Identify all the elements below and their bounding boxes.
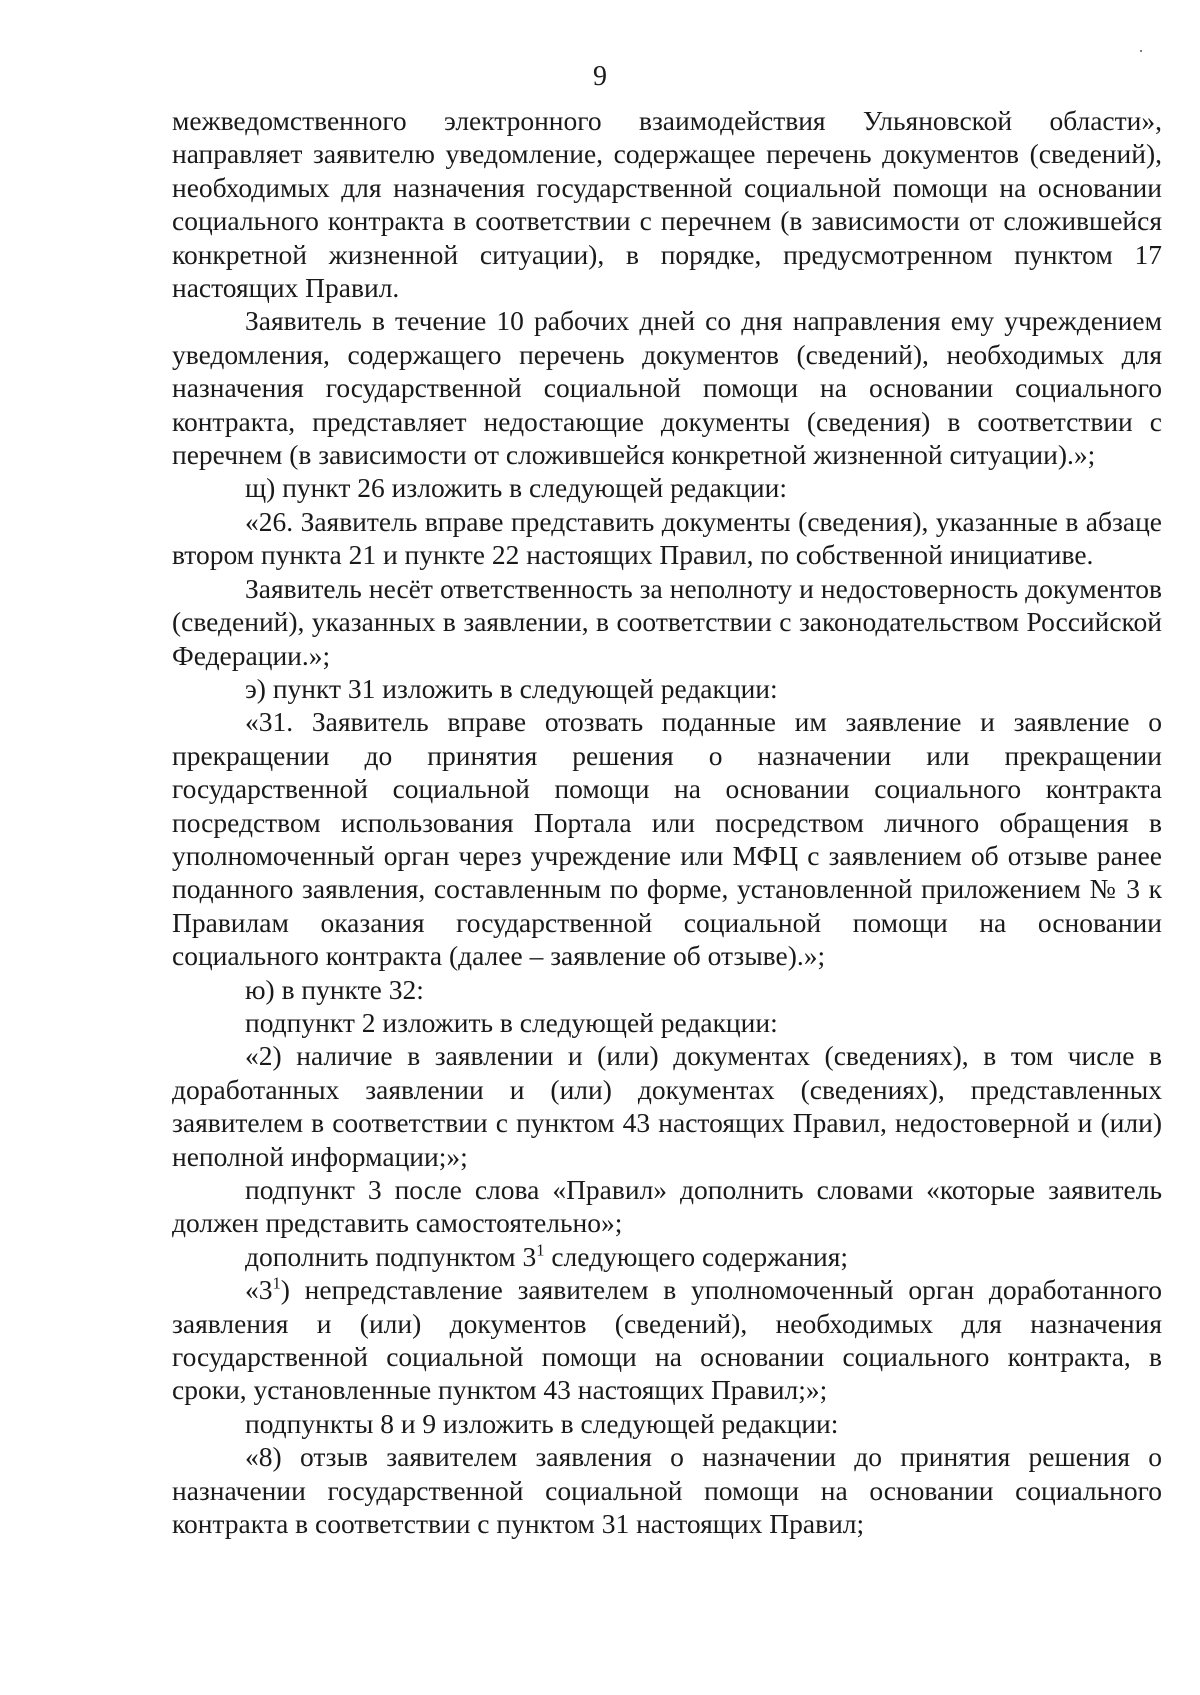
text-fragment: дополнить подпунктом 3 (245, 1240, 537, 1272)
paragraph: «2) наличие в заявлении и (или) документах (сведениях), в том числе в доработанных заявлении и (или) документах (сведениях), представленных заявителем в соответствии с пунктом 43 настоящих Правил, недостоверной и (или) неполной информации;»; (172, 1040, 1162, 1172)
paragraph (172, 1273, 1162, 1407)
paragraph: э) пункт 31 изложить в следующей редакции: (245, 672, 778, 704)
paragraph: «26. Заявитель вправе представить документы (сведения), указанные в абзаце втором пункта 21 и пункте 22 настоящих Правил, по собственной инициативе. (172, 505, 1162, 571)
text-fragment: ) непредставление заявителем в уполномоченный орган доработанного заявления и (или) документов (сведений), необходимых для назначения государственной социальной помощи на основании социального контракта, в сроки, установленные пунктом 43 настоящих Правил;»; (172, 1274, 1162, 1406)
paragraph: подпункт 2 изложить в следующей редакции: (245, 1006, 778, 1038)
paragraph (172, 1240, 1162, 1273)
paragraph: ю) в пункте 32: (245, 973, 424, 1005)
document-body (172, 104, 1162, 1540)
paragraph: межведомственного электронного взаимодействия Ульяновской области», направляет заявителю уведомление, содержащее перечень документов (сведений), необходимых для назначения государственной социальной помощи на основании социального контракта в соответствии с перечнем (в зависимости от сложившейся конкретной жизненной ситуации), в порядке, предусмотренном пунктом 17 настоящих Правил. (172, 105, 1162, 304)
paragraph: «8) отзыв заявителем заявления о назначении до принятия решения о назначении государственной социальной помощи на основании социального контракта в соответствии с пунктом 31 настоящих Правил; (172, 1441, 1162, 1540)
text-fragment: «3 (245, 1274, 273, 1306)
paragraph: подпункты 8 и 9 изложить в следующей редакции: (245, 1407, 839, 1439)
page-number: 9 (593, 61, 607, 92)
paragraph: щ) пункт 26 изложить в следующей редакции: (245, 472, 788, 504)
scan-speck (1140, 50, 1142, 52)
paragraph: «31. Заявитель вправе отозвать поданные им заявление и заявление о прекращении до принятия решения о назначении или прекращении государственной социальной помощи на основании социального контракта посредством использования Портала или посредством личного обращения в уполномоченный орган через учреждение или МФЦ с заявлением об отзыве ранее поданного заявления, составленным по форме, установленной приложением № 3 к Правилам оказания государственной социальной помощи на основании социального контракта (далее – заявление об отзыве).»; (172, 706, 1162, 972)
paragraph: Заявитель в течение 10 рабочих дней со дня направления ему учреждением уведомления, содержащего перечень документов (сведений), необходимых для назначения государственной социальной помощи на основании социального контракта, представляет недостающие документы (сведения) в соответствии с перечнем (в зависимости от сложившейся конкретной жизненной ситуации).»; (172, 305, 1162, 471)
superscript: 1 (536, 1240, 545, 1260)
paragraph: подпункт 3 после слова «Правил» дополнить словами «которые заявитель должен представить самостоятельно»; (172, 1174, 1162, 1239)
paragraph: Заявитель несёт ответственность за неполноту и недостоверность документов (сведений), указанных в заявлении, в соответствии с законодательством Российской Федерации.»; (172, 572, 1162, 671)
text-fragment: следующего содержания; (544, 1240, 849, 1272)
superscript: 1 (272, 1273, 281, 1293)
